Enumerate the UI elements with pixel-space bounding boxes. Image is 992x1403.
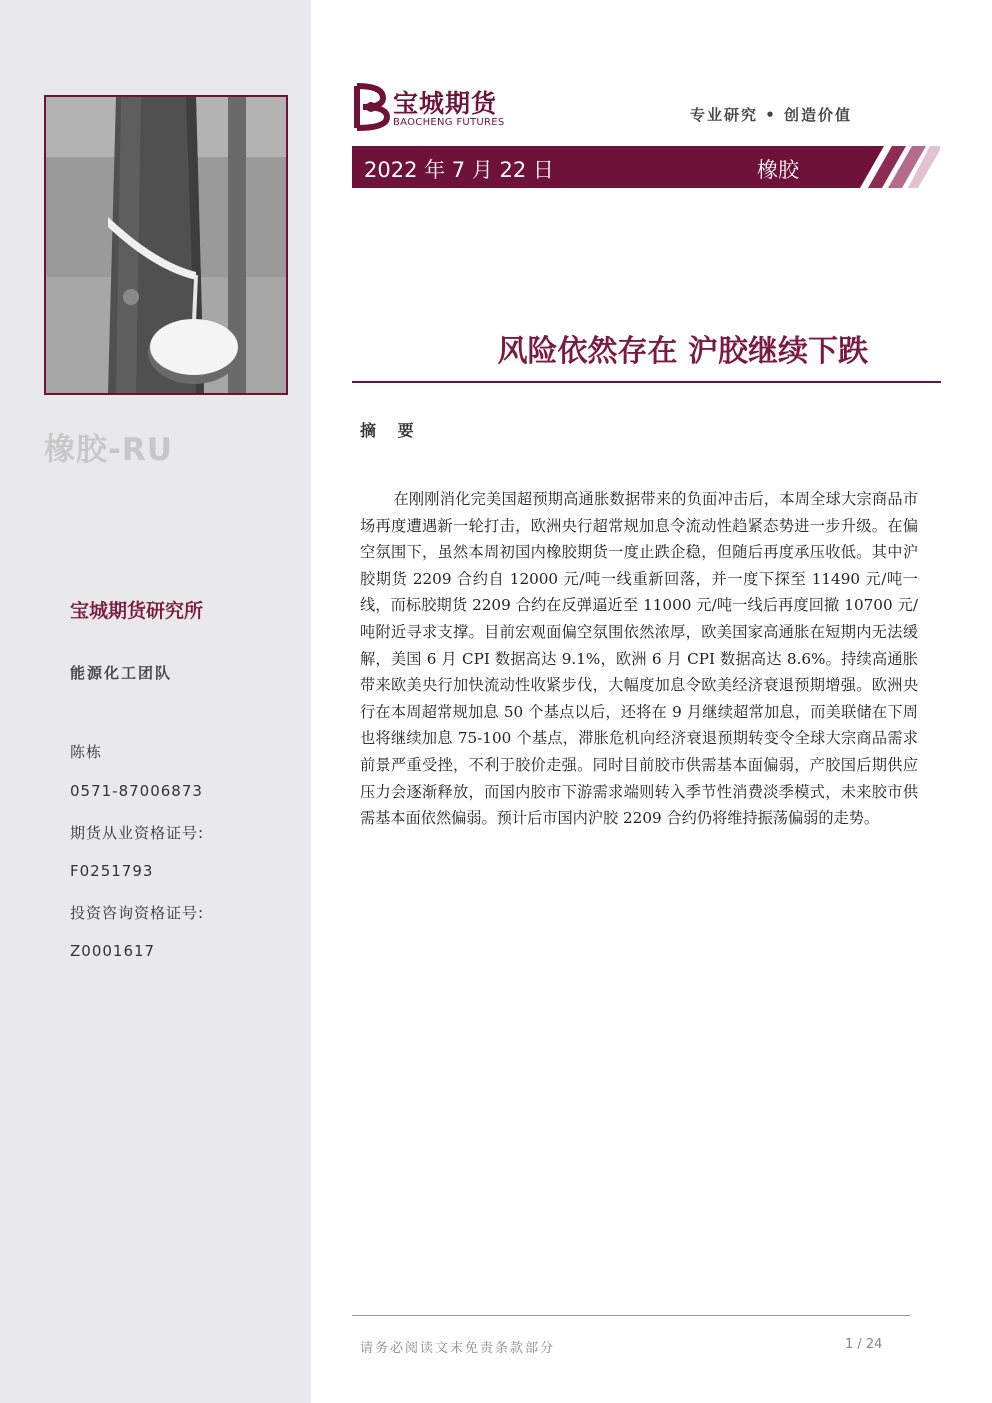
report-headline: 风险依然存在 沪胶继续下跌 [497,334,868,369]
analyst-name: 陈栋 [70,743,103,761]
page-number: 1 / 24 [845,1337,883,1352]
futures-license-label: 期货从业资格证号: [70,824,205,842]
abstract-label: 摘 要 [360,421,422,440]
institute-name: 宝城期货研究所 [70,600,204,622]
report-date: 2022 年 7 月 22 日 [364,158,554,182]
futures-license-number: F0251793 [70,862,154,880]
advisory-license-label: 投资咨询资格证号: [70,904,205,922]
product-title: 橡胶-RU [44,432,173,468]
team-name: 能源化工团队 [70,664,173,682]
advisory-license-number: Z0001617 [70,942,156,960]
footer-divider [352,1315,910,1316]
brand-name-en: BAOCHENG FUTURES [393,117,505,128]
rubber-tapping-photo [44,95,288,395]
brand-name-cn: 宝城期货 [393,89,498,118]
sidebar [0,0,311,1403]
headline-divider [352,381,941,383]
report-topic: 橡胶 [757,158,799,182]
analyst-phone: 0571-87006873 [70,782,203,800]
photo-illustration [46,97,286,393]
disclaimer-note: 请务必阅读文末免责条款部分 [360,1341,556,1356]
abstract-body: 在刚刚消化完美国超预期高通胀数据带来的负面冲击后，本周全球大宗商品市场再度遭遇新一轮打击，欧洲央行超常规加息令流动性趋紧态势进一步升级。在偏空氛围下，虽然本周初国内橡胶期货一度止跌企稳，但随后再度承压收低。其中沪胶期货 2209 合约自 12000 元/吨一线重新回落，并一度下探至 11490 元/吨一线，而标胶期货 2209 合约在反弹逼近至 11000 元/吨一线后再度回撤 10700 元/吨附近寻求支撑。目前宏观面偏空氛围依然浓厚，欧美国家高通胀在短期内无法缓解，美国 6 月 CPI 数据高达 9.1%，欧洲 6 月 CPI 数据高达 8.6%。持续高通胀带来欧美央行加快流动性收紧步伐，大幅度加息令欧美经济衰退预期增强。欧洲央行在本周超常规加息 50 个基点以后，还将在 9 月继续超常加息，而美联储在下周也将继续加息 75-100 个基点，滞胀危机向经济衰退预期转变令全球大宗商品需求前景严重受挫，不利于胶价走强。同时目前胶市供需基本面偏弱，产胶国后期供应压力会逐渐释放，而国内胶市下游需求端则转入季节性消费淡季模式，未来胶市供需基本面依然偏弱。预计后市国内沪胶 2209 合约仍将维持振荡偏弱的走势。 [360,490,918,828]
slogan: 专业研究 • 创造价值 [690,106,853,124]
